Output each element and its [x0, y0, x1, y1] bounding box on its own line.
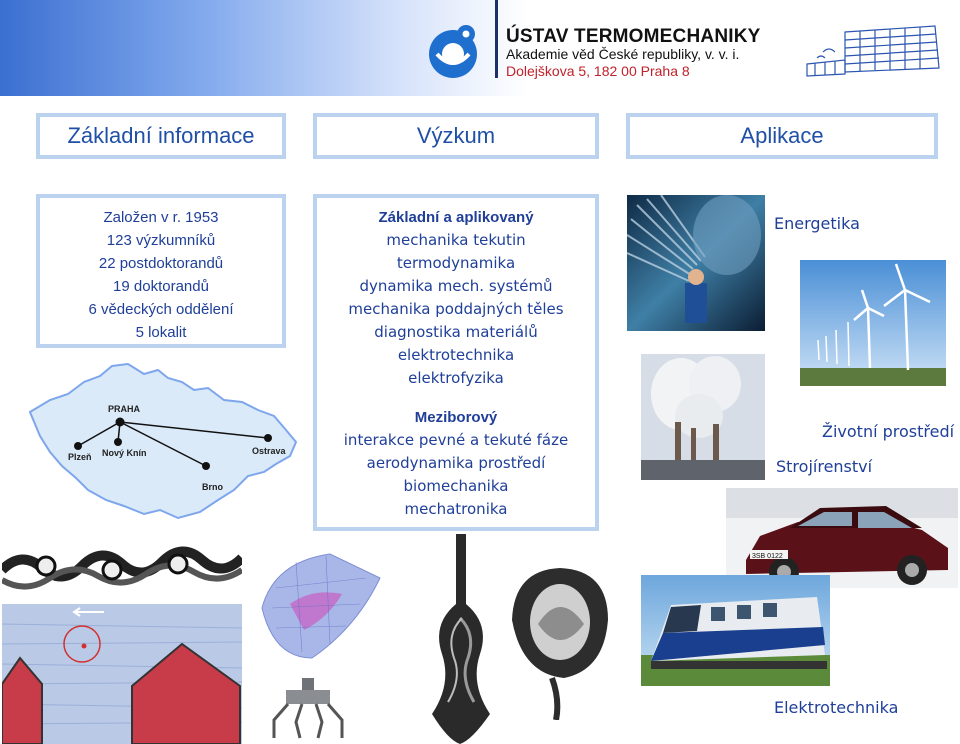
- info-panel: [36, 194, 286, 348]
- info-researchers: 123 výzkumníků: [106, 232, 216, 249]
- tab-research[interactable]: Výzkum: [313, 113, 599, 159]
- label-strojirenstvi: Strojírenství: [776, 457, 873, 476]
- research-item: aerodynamika prostředí: [366, 454, 546, 472]
- label-elektrotechnika: Elektrotechnika: [774, 698, 899, 717]
- research-item: mechanika poddajných těles: [348, 300, 564, 318]
- tab-basic-info[interactable]: Základní informace: [36, 113, 286, 159]
- stress-analysis-image: [256, 548, 386, 680]
- info-departments: 6 vědeckých oddělení: [88, 301, 234, 318]
- research-basic-title: Základní a aplikovaný: [378, 209, 534, 226]
- city-label-novy-knin: Nový Knín: [102, 448, 147, 458]
- fluid-jet-image: [420, 534, 502, 744]
- institute-subtitle: Akademie věd České republiky, v. v. i.: [506, 46, 740, 62]
- car-photo: [726, 488, 958, 588]
- info-founded: Založen v r. 1953: [103, 209, 219, 226]
- research-panel: [313, 194, 599, 531]
- research-item: diagnostika materiálů: [374, 323, 538, 341]
- research-inter-title: Meziborový: [414, 409, 498, 426]
- research-item: elektrotechnika: [397, 346, 515, 364]
- bubble-image: [504, 560, 616, 720]
- city-marker-ostrava: [264, 434, 272, 442]
- research-item: elektrofyzika: [408, 369, 504, 387]
- power-plant-photo: [641, 354, 765, 480]
- info-locations: 5 lokalit: [135, 324, 187, 341]
- city-label-praha: PRAHA: [108, 404, 141, 414]
- czech-map: [28, 360, 298, 520]
- research-item: mechanika tekutin: [386, 231, 526, 249]
- institute-title: ÚSTAV TERMOMECHANIKY: [506, 26, 761, 47]
- city-marker-brno: [202, 462, 210, 470]
- label-zivotni-prostredi: Životní prostředí: [822, 422, 955, 441]
- research-item: termodynamika: [396, 254, 516, 272]
- city-marker-novy-knin: [114, 438, 122, 446]
- city-label-plzen: Plzeň: [68, 452, 92, 462]
- label-energetika: Energetika: [774, 214, 860, 233]
- tab-applications[interactable]: Aplikace: [626, 113, 938, 159]
- research-item: dynamika mech. systémů: [359, 277, 553, 295]
- info-phd-students: 19 doktorandů: [113, 278, 209, 295]
- turbine-photo: [627, 195, 765, 331]
- city-marker-plzen: [74, 442, 82, 450]
- city-label-brno: Brno: [202, 482, 223, 492]
- flow-simulation-image: [2, 604, 242, 744]
- walking-robot-image: [256, 672, 360, 744]
- train-photo: [641, 575, 830, 686]
- research-item: biomechanika: [403, 477, 509, 495]
- building-sketch: [805, 22, 945, 80]
- info-postdocs: 22 postdoktorandů: [98, 255, 224, 272]
- research-item: mechatronika: [404, 500, 508, 518]
- city-marker-praha: [116, 418, 125, 427]
- city-label-ostrava: Ostrava: [252, 446, 286, 456]
- institute-address: Dolejškova 5, 182 00 Praha 8: [506, 63, 690, 79]
- research-item: interakce pevné a tekuté fáze: [343, 431, 569, 449]
- car-license-plate: 3SB 0122: [752, 553, 783, 560]
- header-divider: [495, 0, 498, 78]
- institute-logo: [425, 20, 485, 80]
- vortex-street-image: [2, 530, 242, 604]
- wind-turbines-photo: [800, 260, 946, 386]
